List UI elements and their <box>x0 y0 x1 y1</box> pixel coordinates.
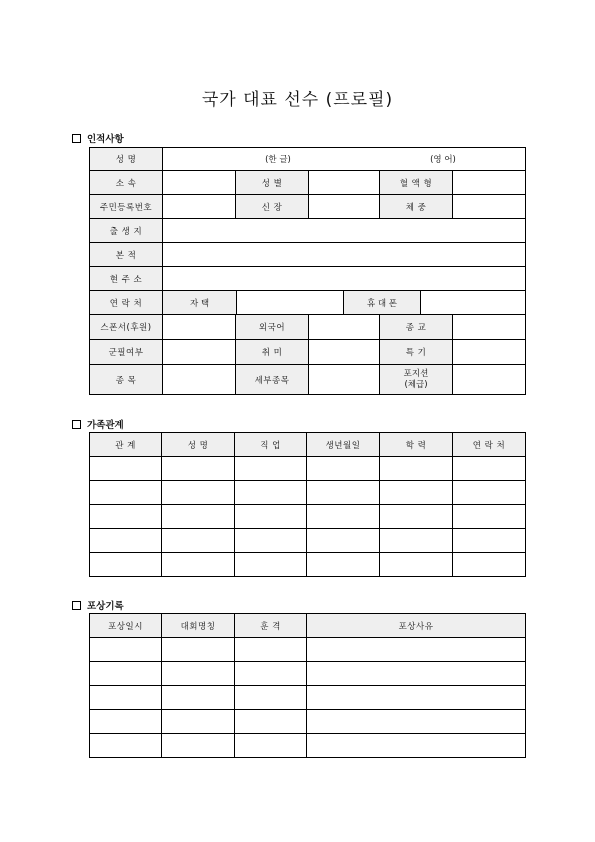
table-cell[interactable] <box>307 529 380 553</box>
table-cell[interactable] <box>235 662 307 686</box>
affiliation-label: 소 속 <box>90 171 163 195</box>
table-cell[interactable] <box>307 686 526 710</box>
address-label: 현 주 소 <box>90 267 163 291</box>
military-label: 군필여부 <box>90 340 163 365</box>
table-cell[interactable] <box>235 529 307 553</box>
table-cell[interactable] <box>162 710 235 734</box>
specialty-field[interactable] <box>453 340 526 365</box>
table-cell[interactable] <box>235 457 307 481</box>
table-row <box>90 505 526 529</box>
table-cell[interactable] <box>453 505 526 529</box>
table-cell[interactable] <box>235 553 307 577</box>
position-label-text: 포지션 <box>403 368 429 379</box>
section-family-label: 가족관계 <box>87 420 124 431</box>
table-row <box>90 734 526 758</box>
religion-field[interactable] <box>453 315 526 340</box>
gender-field[interactable] <box>309 171 380 195</box>
checkbox-square-icon <box>72 420 81 429</box>
home-label: 자 택 <box>163 291 237 314</box>
hobby-field[interactable] <box>309 340 380 365</box>
specialty-label: 특 기 <box>380 340 453 365</box>
detail-event-field[interactable] <box>309 365 380 395</box>
awards-table <box>89 613 526 758</box>
contact-row <box>163 291 526 315</box>
resident-id-label: 주민등록번호 <box>90 195 163 219</box>
table-row <box>90 686 526 710</box>
military-field[interactable] <box>163 340 236 365</box>
table-row <box>90 529 526 553</box>
sponsor-label: 스폰서(후원) <box>90 315 163 340</box>
home-field[interactable] <box>237 291 344 314</box>
weight-field[interactable] <box>453 195 526 219</box>
gender-label: 성 별 <box>236 171 309 195</box>
table-cell[interactable] <box>307 734 526 758</box>
table-cell[interactable] <box>90 662 162 686</box>
table-row <box>90 553 526 577</box>
table-cell[interactable] <box>380 505 453 529</box>
name-field[interactable] <box>163 148 526 171</box>
table-cell[interactable] <box>90 710 162 734</box>
family-header-name: 성 명 <box>162 433 235 457</box>
table-cell[interactable] <box>453 529 526 553</box>
table-cell[interactable] <box>453 553 526 577</box>
table-cell[interactable] <box>307 457 380 481</box>
table-cell[interactable] <box>90 686 162 710</box>
weight-class-label-text: (체급) <box>404 379 428 390</box>
blood-type-field[interactable] <box>453 171 526 195</box>
table-cell[interactable] <box>453 457 526 481</box>
position-label <box>380 365 453 395</box>
mobile-label: 휴 대 폰 <box>344 291 421 314</box>
section-personal-heading <box>72 131 124 145</box>
table-row <box>90 481 526 505</box>
blood-type-label: 혈 액 형 <box>380 171 453 195</box>
affiliation-field[interactable] <box>163 171 236 195</box>
table-cell[interactable] <box>307 710 526 734</box>
table-row <box>90 638 526 662</box>
table-cell[interactable] <box>90 481 162 505</box>
table-cell[interactable] <box>307 662 526 686</box>
awards-header-decoration: 훈 격 <box>235 614 307 638</box>
table-cell[interactable] <box>162 505 235 529</box>
family-header-education: 학 력 <box>380 433 453 457</box>
birthplace-field[interactable] <box>163 219 526 243</box>
origin-field[interactable] <box>163 243 526 267</box>
family-table <box>89 432 526 577</box>
name-label: 성 명 <box>90 148 163 171</box>
page-title: 국가 대표 선수 (프로필) <box>201 90 394 110</box>
name-english-hint: (영 어) <box>430 155 456 165</box>
checkbox-square-icon <box>72 601 81 610</box>
table-cell[interactable] <box>307 481 380 505</box>
language-field[interactable] <box>309 315 380 340</box>
event-label: 종 목 <box>90 365 163 395</box>
language-label: 외국어 <box>236 315 309 340</box>
table-cell[interactable] <box>90 734 162 758</box>
table-cell[interactable] <box>90 505 162 529</box>
table-cell[interactable] <box>162 481 235 505</box>
section-awards-heading <box>72 598 124 612</box>
table-cell[interactable] <box>235 686 307 710</box>
table-cell[interactable] <box>162 553 235 577</box>
table-cell[interactable] <box>453 481 526 505</box>
table-cell[interactable] <box>90 638 162 662</box>
awards-header-reason: 포상사유 <box>307 614 526 638</box>
height-label: 신 장 <box>236 195 309 219</box>
table-row <box>90 457 526 481</box>
family-header-birthdate: 생년월일 <box>307 433 380 457</box>
checkbox-square-icon <box>72 134 81 143</box>
table-cell[interactable] <box>307 505 380 529</box>
table-cell[interactable] <box>235 638 307 662</box>
detail-event-label: 세부종목 <box>236 365 309 395</box>
table-cell[interactable] <box>162 686 235 710</box>
table-cell[interactable] <box>235 505 307 529</box>
mobile-field[interactable] <box>421 291 525 314</box>
section-family-heading <box>72 417 124 431</box>
table-cell[interactable] <box>90 529 162 553</box>
family-header-job: 직 업 <box>235 433 307 457</box>
table-cell[interactable] <box>380 529 453 553</box>
resident-id-field[interactable] <box>163 195 236 219</box>
awards-header-competition: 대회명칭 <box>162 614 235 638</box>
personal-info-table <box>89 147 526 395</box>
table-cell[interactable] <box>162 457 235 481</box>
religion-label: 종 교 <box>380 315 453 340</box>
table-cell[interactable] <box>235 734 307 758</box>
birthplace-label: 출 생 지 <box>90 219 163 243</box>
sponsor-field[interactable] <box>163 315 236 340</box>
family-header-contact: 연 락 처 <box>453 433 526 457</box>
table-cell[interactable] <box>162 734 235 758</box>
table-cell[interactable] <box>162 529 235 553</box>
table-cell[interactable] <box>307 553 380 577</box>
table-cell[interactable] <box>380 457 453 481</box>
family-header-relation: 관 계 <box>90 433 162 457</box>
table-cell[interactable] <box>90 553 162 577</box>
section-personal-label: 인적사항 <box>87 134 124 145</box>
table-cell[interactable] <box>235 481 307 505</box>
weight-label: 체 중 <box>380 195 453 219</box>
hobby-label: 취 미 <box>236 340 309 365</box>
section-awards-label: 포상기록 <box>87 601 124 612</box>
table-cell[interactable] <box>162 638 235 662</box>
table-row <box>90 710 526 734</box>
table-cell[interactable] <box>307 638 526 662</box>
contact-label: 연 락 처 <box>90 291 163 315</box>
height-field[interactable] <box>309 195 380 219</box>
position-field[interactable] <box>453 365 526 395</box>
table-cell[interactable] <box>90 457 162 481</box>
table-row <box>90 662 526 686</box>
address-field[interactable] <box>163 267 526 291</box>
awards-header-date: 포상일시 <box>90 614 162 638</box>
table-cell[interactable] <box>162 662 235 686</box>
table-cell[interactable] <box>235 710 307 734</box>
event-field[interactable] <box>163 365 236 395</box>
table-cell[interactable] <box>380 553 453 577</box>
origin-label: 본 적 <box>90 243 163 267</box>
name-korean-hint: (한 글) <box>265 155 291 165</box>
table-cell[interactable] <box>380 481 453 505</box>
